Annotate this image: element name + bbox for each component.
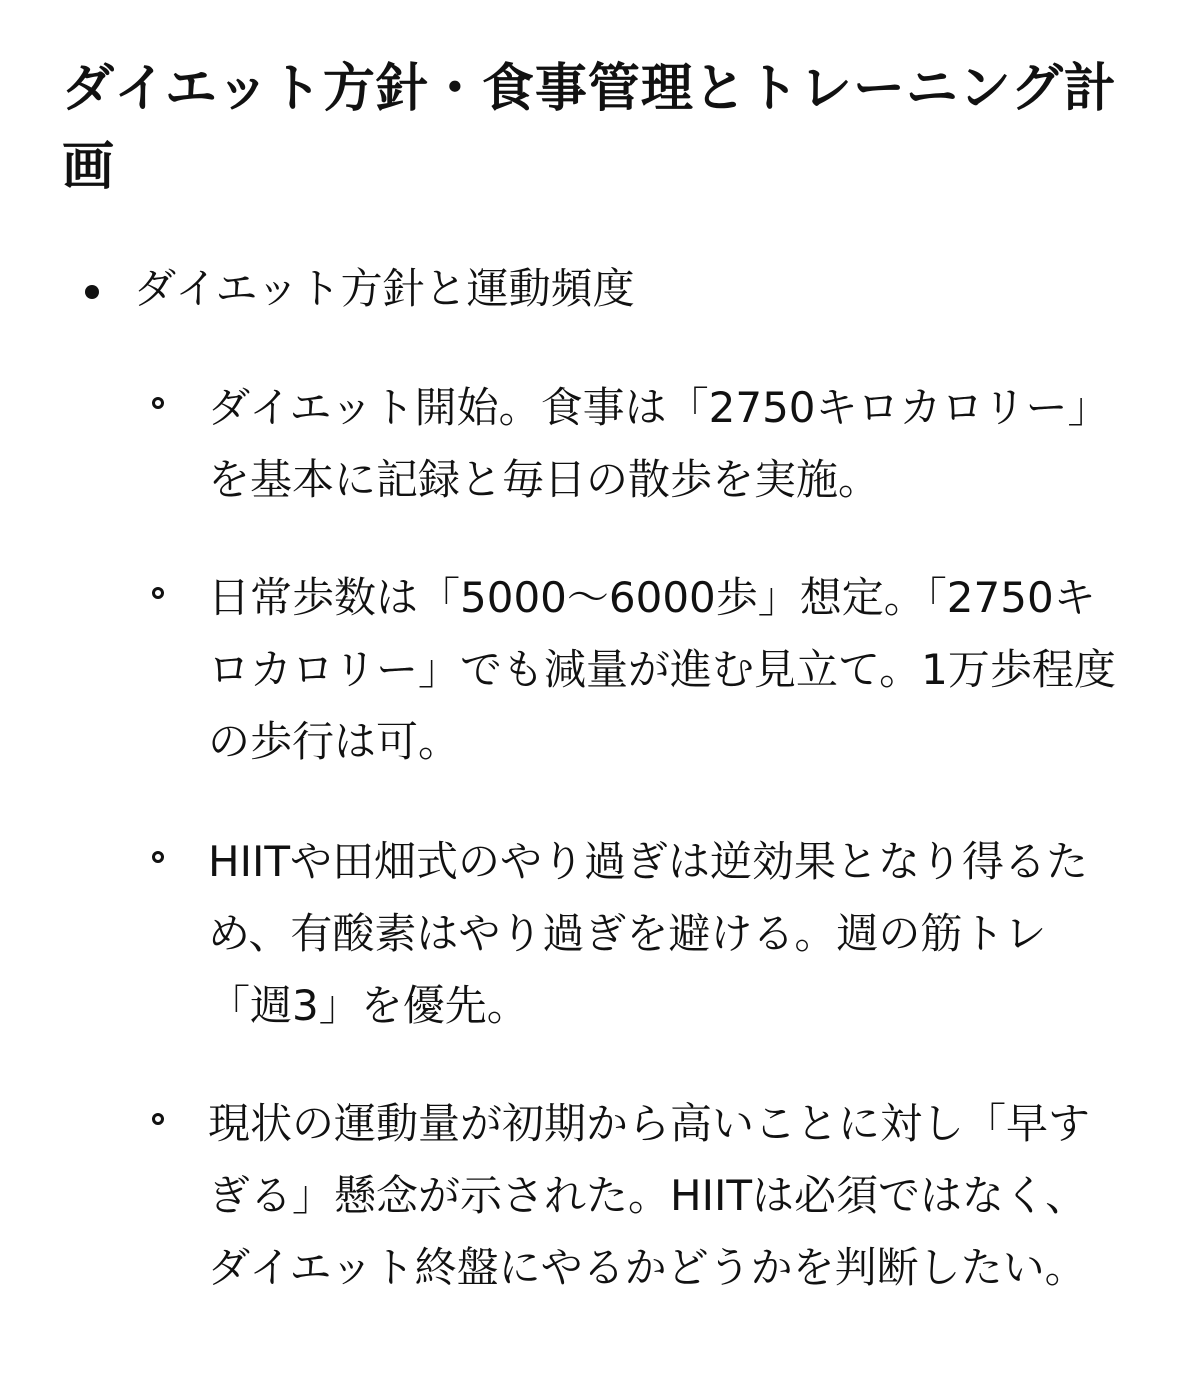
hollow-circle-bullet-icon <box>152 851 164 863</box>
bullet-dot-icon <box>85 285 99 299</box>
section-heading: ダイエット方針と運動頻度 <box>134 264 635 313</box>
sub-list-item-text: 日常歩数は「5000〜6000歩」想定。「2750キロカロリー」でも減量が進む見立て。1万歩程度の歩行は可。 <box>208 573 1116 766</box>
hollow-circle-bullet-icon <box>152 587 164 599</box>
hollow-circle-bullet-icon <box>152 397 164 409</box>
hollow-circle-bullet-icon <box>152 1113 164 1125</box>
sub-list-item-text: ダイエット開始。食事は「2750キロカロリー」を基本に記録と毎日の散歩を実施。 <box>208 383 1110 504</box>
page-title: ダイエット方針・食事管理とトレーニング計画 <box>62 59 1117 197</box>
sub-list-item-text: HIITや田畑式のやり過ぎは逆効果となり得るため、有酸素はやり過ぎを避ける。週の筋トレ「週3」を優先。 <box>208 837 1089 1030</box>
sub-list-item-text: 現状の運動量が初期から高いことに対し「早すぎる」懸念が示された。HIITは必須ではなく、ダイエット終盤にやるかどうかを判断したい。 <box>208 1099 1091 1292</box>
main-bullet-item <box>80 258 1140 320</box>
